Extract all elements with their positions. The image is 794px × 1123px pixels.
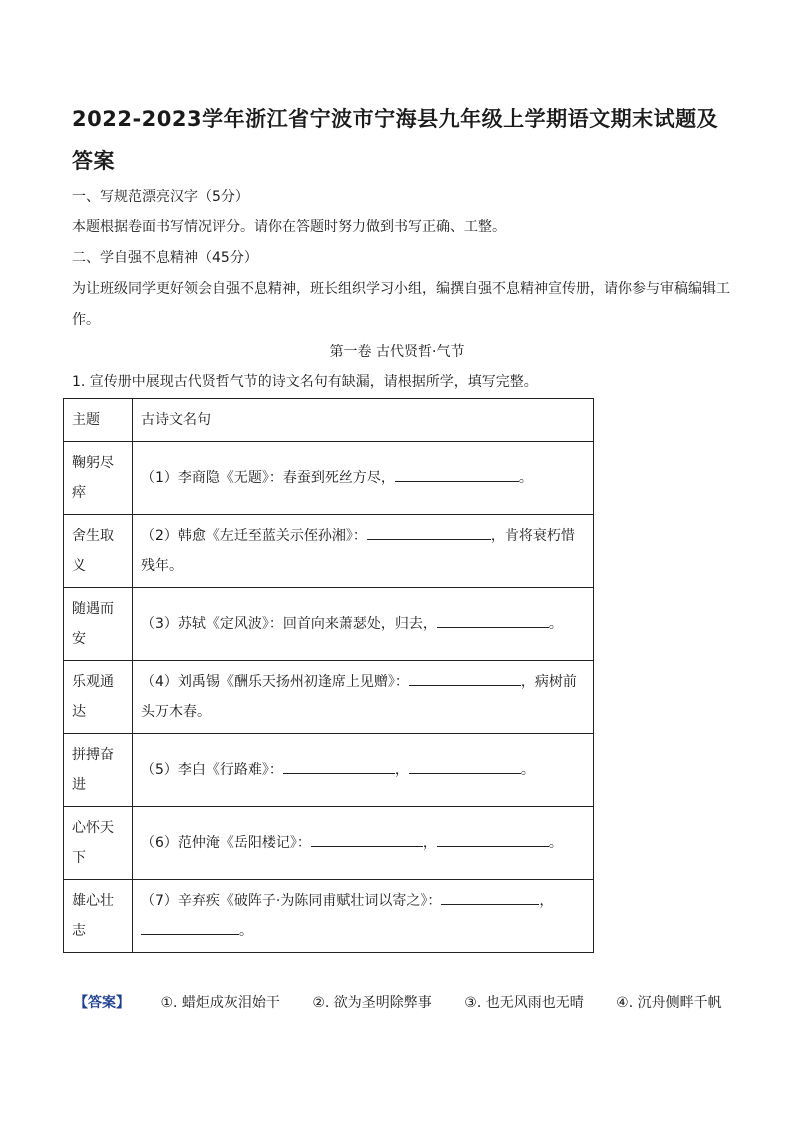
poem-text: （4）刘禹锡《酬乐天扬州初逢席上见赠》： — [141, 674, 409, 690]
poem-text-end: 。 — [548, 616, 563, 632]
document-title: 2022-2023学年浙江省宁波市宁海县九年级上学期语文期末试题及答案 — [72, 107, 719, 173]
poem-text: （1）李商隐《无题》：春蚕到死丝方尽， — [141, 470, 395, 486]
table-row — [64, 880, 594, 953]
row-poem — [133, 515, 594, 588]
row-poem — [133, 442, 594, 515]
poem-text: （7）辛弃疾《破阵子·为陈同甫赋壮词以寄之》： — [141, 893, 442, 909]
section2-heading: 二、学自强不息精神（45分） — [72, 250, 258, 266]
fill-blank[interactable] — [409, 757, 521, 774]
poem-separator: ， — [394, 762, 409, 778]
poem-text: （5）李白《行路难》： — [141, 762, 283, 778]
poem-text-end: 。 — [548, 835, 563, 851]
poem-text-end: ，肯将衰朽惜残年。 — [141, 528, 575, 574]
poem-text: （2）韩愈《左迁至蓝关示侄孙湘》： — [141, 528, 367, 544]
poem-separator: ， — [539, 893, 554, 909]
row-theme: 雄心壮志 — [64, 880, 133, 953]
fill-blank[interactable] — [437, 611, 549, 628]
table-row — [64, 661, 594, 734]
table-row — [64, 442, 594, 515]
row-theme: 心怀天下 — [64, 807, 133, 880]
row-theme: 拼搏奋进 — [64, 734, 133, 807]
row-poem — [133, 661, 594, 734]
section2-text: 为让班级同学更好领会自强不息精神，班长组织学习小组，编撰自强不息精神宣传册，请你参与审稿编辑工作。 — [72, 281, 730, 328]
fill-blank[interactable] — [141, 918, 239, 935]
answer-item: ②. 欲为圣明除弊事 — [312, 995, 432, 1011]
row-theme: 随遇而安 — [64, 588, 133, 661]
question-1: 1. 宣传册中展现古代贤哲气节的诗文名句有缺漏，请根据所学，填写完整。 — [72, 374, 538, 390]
poem-text-end: 。 — [518, 470, 533, 486]
answer-item: ①. 蜡炬成灰泪始干 — [160, 995, 280, 1011]
row-poem — [133, 807, 594, 880]
row-poem — [133, 880, 594, 953]
table-row — [64, 734, 594, 807]
row-theme: 舍生取义 — [64, 515, 133, 588]
poem-text-end: 。 — [520, 762, 535, 778]
table-row — [64, 515, 594, 588]
section1-heading: 一、写规范漂亮汉字（5分） — [72, 189, 249, 205]
answer-item: ③. 也无风雨也无晴 — [464, 995, 584, 1011]
row-theme: 乐观通达 — [64, 661, 133, 734]
poem-table — [63, 398, 594, 953]
fill-blank[interactable] — [283, 757, 395, 774]
row-poem — [133, 588, 594, 661]
fill-blank[interactable] — [409, 669, 521, 686]
row-theme: 鞠躬尽瘁 — [64, 442, 133, 515]
table-header-row — [64, 399, 594, 442]
fill-blank[interactable] — [395, 465, 519, 482]
row-poem — [133, 734, 594, 807]
poem-text: （6）范仲淹《岳阳楼记》： — [141, 835, 311, 851]
header-theme: 主题 — [64, 399, 133, 442]
section1-text: 本题根据卷面书写情况评分。请你在答题时努力做到书写正确、工整。 — [72, 219, 506, 235]
poem-text-end: ，病树前头万木春。 — [141, 674, 577, 720]
poem-separator: ， — [422, 835, 437, 851]
fill-blank[interactable] — [437, 830, 549, 847]
fill-blank[interactable] — [441, 888, 539, 905]
header-poem: 古诗文名句 — [133, 399, 594, 442]
fill-blank[interactable] — [367, 523, 491, 540]
answer-item: ④. 沉舟侧畔千帆 — [616, 995, 722, 1011]
table-row — [64, 807, 594, 880]
fill-blank[interactable] — [311, 830, 423, 847]
volume-heading: 第一卷 古代贤哲·气节 — [329, 344, 465, 360]
poem-text: （3）苏轼《定风波》：回首向来萧瑟处，归去， — [141, 616, 437, 632]
answer-line — [74, 988, 734, 1018]
table-row — [64, 588, 594, 661]
answer-tag: 【答案】 — [74, 995, 130, 1011]
poem-text-end: 。 — [239, 923, 253, 939]
